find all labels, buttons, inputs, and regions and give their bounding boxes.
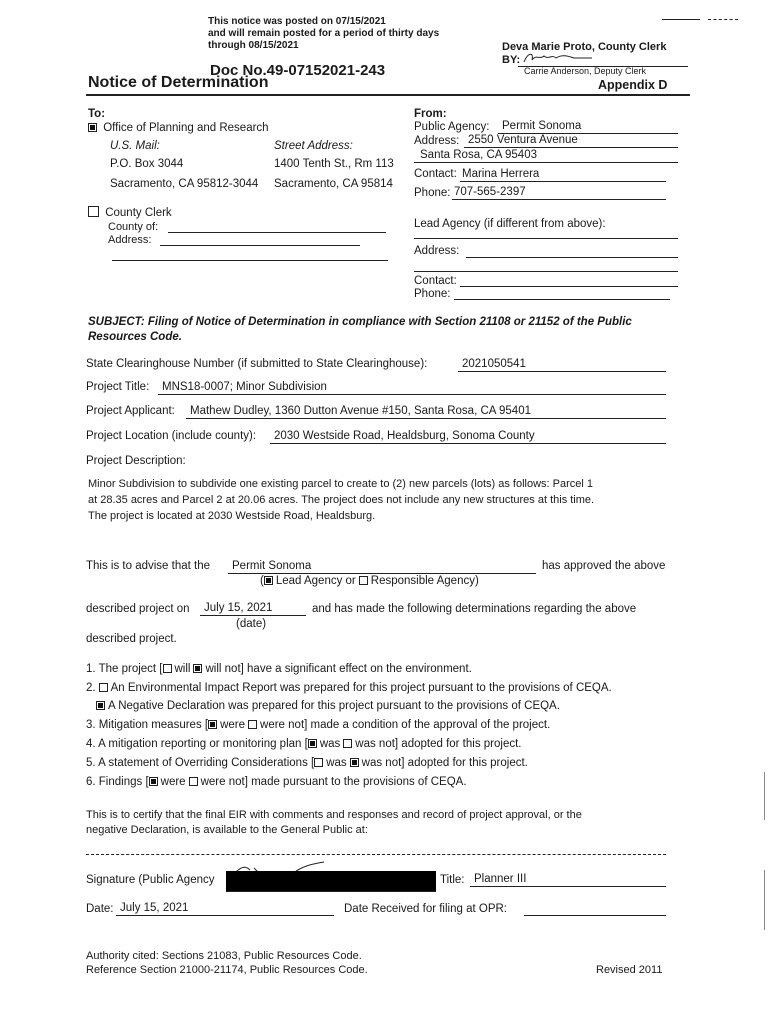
signature-label: Signature (Public Agency [86,874,215,886]
determination-5 [86,757,528,769]
d6-prefix: 6. Findings [ [86,776,149,788]
corner-mark [662,19,700,20]
from-address-1: 2550 Ventura Avenue [468,134,578,146]
location-line [270,443,666,444]
posting-notice [208,16,439,52]
lead-address-label: Address: [414,245,460,257]
public-agency-label: Public Agency: [414,121,490,133]
county-of-label: County of: [108,221,159,233]
determination-6 [86,776,467,788]
description-line-2: at 28.35 acres and Parcel 2 at 20.06 acres. The project does not include any new structures at this time. [88,494,595,506]
lead-agency-label: Lead Agency (if different from above): [414,218,606,230]
received-field[interactable] [524,915,666,916]
lead-agency-option-label: Lead Agency or [275,575,356,587]
described-suffix: and has made the following determinations regarding the above [312,603,637,615]
d6-were-not-checkbox[interactable] [189,777,198,786]
lead-contact-field[interactable] [460,286,678,287]
advise-prefix: This is to advise that the [86,560,211,572]
eir-checkbox[interactable] [99,683,108,692]
lead-contact-label: Contact: [414,275,457,287]
title-rule [86,94,690,96]
received-label: Date Received for filing at OPR: [344,903,507,915]
street-line-2: Sacramento, CA 95814 [274,178,393,190]
advise-agency: Permit Sonoma [232,560,312,572]
from-address-label: Address: [414,135,460,147]
county-address-field-2[interactable] [112,260,388,261]
d4-was-checkbox[interactable] [308,739,317,748]
d6-were-not-label: were not] made pursuant to the provisions of CEQA. [200,776,467,788]
lead-phone-label: Phone: [414,288,451,300]
sch-line [458,371,666,372]
project-title-value: MNS18-0007; Minor Subdivision [162,381,327,393]
lead-agency-checkbox[interactable] [264,576,273,585]
county-clerk-checkbox[interactable] [88,206,99,217]
from-address-2: Santa Rosa, CA 95403 [420,149,537,161]
d4-prefix: 4. A mitigation reporting or monitoring plan [ [86,738,308,750]
determination-2b [96,700,560,712]
clerk-signature [522,50,602,66]
title-line [470,886,666,887]
mail-line-2: Sacramento, CA 95812-3044 [110,178,259,190]
d4-was-label: was [319,738,341,750]
d1-will-not-label: will not] have a significant effect on the environment. [205,663,472,675]
d5-was-not-label: was not] adopted for this project. [361,757,528,769]
d5-prefix: 5. A statement of Overriding Considerations [ [86,757,315,769]
d4-was-not-label: was not] adopted for this project. [355,738,522,750]
posting-line-1: This notice was posted on 07/15/2021 [208,16,386,27]
mail-line-1: P.O. Box 3044 [110,158,184,170]
description-line-1: Minor Subdivision to subdivide one existing parcel to create to (2) new parcels (lots) as follows: Parcel 1 [88,478,594,490]
applicant-value: Mathew Dudley, 1360 Dutton Avenue #150, Santa Rosa, CA 95401 [190,405,531,417]
d4-was-not-checkbox[interactable] [343,739,352,748]
location-value: 2030 Westside Road, Healdsburg, Sonoma County [274,430,535,442]
lead-agency-field[interactable] [414,238,678,239]
doc-number: Doc No.49-07152021-243 [210,62,386,79]
county-address-label: Address: [108,234,152,246]
sch-label: State Clearinghouse Number (if submitted to State Clearinghouse): [86,358,428,370]
from-phone-line [452,199,666,200]
described-prefix: described project on [86,603,190,615]
negative-declaration-label: A Negative Declaration was prepared for this project pursuant to the provisions of CEQA. [108,700,560,712]
d1-will-checkbox[interactable] [163,664,172,673]
certify-line-1: This is to certify that the final EIR with comments and responses and record of project approval, or the [86,809,582,821]
location-label: Project Location (include county): [86,430,257,442]
footer-reference: Reference Section 21000-21174, Public Resources Code. [86,964,368,976]
county-address-field[interactable] [160,245,360,246]
public-location-field[interactable] [86,854,666,855]
from-contact-label: Contact: [414,168,457,180]
opr-checkbox[interactable] [88,123,97,132]
title-value: Planner III [474,873,527,885]
street-line-1: 1400 Tenth St., Rm 113 [274,158,394,170]
eir-label: An Environmental Impact Report was prepared for this project pursuant to the provisions of CEQA. [110,682,612,694]
d3-were-not-checkbox[interactable] [248,720,257,729]
street-address-label: Street Address: [274,140,353,152]
d3-were-checkbox[interactable] [208,720,217,729]
applicant-label: Project Applicant: [86,405,175,417]
d3-were-label: were [220,719,246,731]
d5-was-checkbox[interactable] [314,758,323,767]
county-of-field[interactable] [168,232,386,233]
approval-date: July 15, 2021 [204,602,273,614]
from-contact-value: Marina Herrera [462,168,540,180]
posting-line-3: through 08/15/2021 [208,40,299,51]
appendix-label: Appendix D [598,78,668,92]
from-phone-value: 707-565-2397 [454,186,526,198]
from-contact-line [460,181,666,182]
d6-were-label: were [160,776,186,788]
subject-line-2: Resources Code. [88,331,182,343]
public-agency-value: Permit Sonoma [502,120,582,132]
clerk-by-label: BY: [502,54,521,66]
footer-authority: Authority cited: Sections 21083, Public Resources Code. [86,950,362,962]
from-phone-label: Phone: [414,187,451,199]
lead-address-field-2[interactable] [414,271,678,272]
from-address-line-2 [414,162,678,163]
determination-4 [86,738,522,750]
date-value: July 15, 2021 [120,902,189,914]
certify-line-2: negative Declaration, is available to the General Public at: [86,824,368,836]
opr-label: Office of Planning and Research [103,122,269,134]
clerk-name: Deva Marie Proto, County Clerk [502,41,667,53]
d5-was-label: was [326,757,347,769]
determination-3 [86,719,550,731]
responsible-agency-checkbox[interactable] [359,576,368,585]
lead-address-field[interactable] [466,257,678,258]
us-mail-label: U.S. Mail: [110,140,160,152]
approval-date-line [200,615,306,616]
determination-1 [86,663,472,675]
applicant-line [186,418,666,419]
d3-were-not-label: were not] made a condition of the approval of the project. [260,719,551,731]
description-label: Project Description: [86,455,186,467]
posting-line-2: and will remain posted for a period of thirty days [208,28,440,39]
redaction-bar [226,871,436,891]
responsible-agency-option-label: Responsible Agency) [370,575,479,587]
date-line [116,915,334,916]
from-address-line-1 [464,147,678,148]
d1-will-label: will [174,663,191,675]
d2-prefix: 2. [86,682,96,694]
advise-agency-line [228,573,536,574]
described-end: described project. [86,633,177,645]
negative-declaration-checkbox[interactable] [96,701,105,710]
revised-label: Revised 2011 [596,964,663,976]
date-label: Date: [86,903,114,915]
title-label: Title: [440,874,465,886]
d6-were-checkbox[interactable] [149,777,158,786]
sch-value: 2021050541 [462,358,526,370]
description-line-3: The project is located at 2030 Westside Road, Healdsburg. [88,510,376,522]
to-label: To: [88,108,106,120]
signature-line [226,891,436,892]
advise-suffix: has approved the above [542,560,666,572]
opr-option [88,122,269,134]
project-title-label: Project Title: [86,381,150,393]
corner-mark [708,19,738,20]
d1-prefix: 1. The project [ [86,663,163,675]
deputy-clerk: Carrie Anderson, Deputy Clerk [524,66,647,76]
d5-was-not-checkbox[interactable] [350,758,359,767]
agency-type-options: ( Lead Agency or Responsible Agency) [260,575,479,587]
from-label: From: [414,108,447,120]
subject-line-1: SUBJECT: Filing of Notice of Determination in compliance with Section 21108 or 21152 of the Public [88,316,632,328]
scan-edge-mark [764,870,765,930]
d1-will-not-checkbox[interactable] [193,664,202,673]
scan-edge-mark [764,772,765,820]
project-title-line [158,394,666,395]
determination-2 [86,682,612,694]
page-title: Notice of Determination [88,74,269,91]
d3-prefix: 3. Mitigation measures [ [86,719,209,731]
county-clerk-option [88,206,172,219]
date-caption: (date) [236,618,267,630]
lead-phone-field[interactable] [454,299,670,300]
county-clerk-label: County Clerk [105,207,172,219]
